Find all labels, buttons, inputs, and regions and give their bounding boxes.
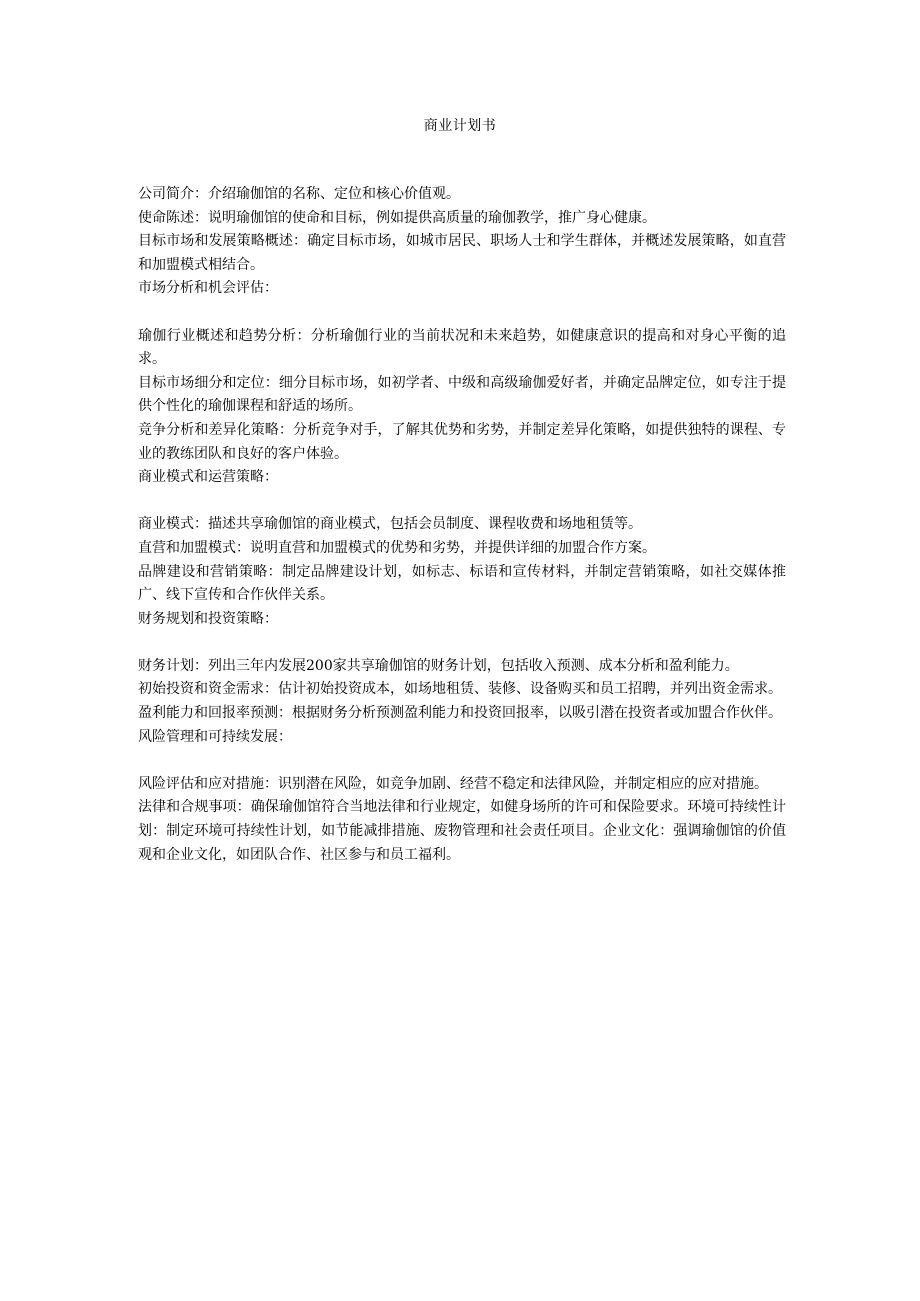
paragraph-segmentation: 目标市场细分和定位：细分目标市场，如初学者、中级和高级瑜伽爱好者，并确定品牌定位，如专注于提供个性化的瑜伽课程和舒适的场所。 [138,374,786,415]
paragraph-direct-franchise: 直营和加盟模式：说明直营和加盟模式的优势和劣势，并提供详细的加盟合作方案。 [138,539,656,556]
paragraph-industry-trends: 瑜伽行业概述和趋势分析：分析瑜伽行业的当前状况和未来趋势，如健康意识的提高和对身心平衡的追求。 [138,327,786,368]
blank-line [138,749,786,773]
paragraph-risk-assessment: 风险评估和应对措施：识别潜在风险，如竞争加剧、经营不稳定和法律风险，并制定相应的应对措施。 [138,775,768,792]
section-heading-risk: 风险管理和可持续发展： [138,728,292,745]
blank-line [138,490,786,514]
document-title: 商业计划书 [423,118,497,134]
paragraph-mission: 使命陈述：说明瑜伽馆的使命和目标，例如提供高质量的瑜伽教学，推广身心健康。 [138,209,656,226]
paragraph-legal-sustainability-culture: 法律和合规事项：确保瑜伽馆符合当地法律和行业规定，如健身场所的许可和保险要求。环境可持续性计划：制定环境可持续性计划，如节能减排措施、废物管理和社会责任项目。企业文化：强调瑜伽馆的价值观和企业文化，如团队合作、社区参与和员工福利。 [138,799,786,863]
document-body [138,183,786,867]
section-heading-business-model: 商业模式和运营策略： [138,469,278,486]
paragraph-financial-plan: 财务计划：列出三年内发展200家共享瑜伽馆的财务计划，包括收入预测、成本分析和盈利能力。 [138,657,739,674]
paragraph-initial-investment: 初始投资和资金需求：估计初始投资成本，如场地租赁、装修、设备购买和员工招聘，并列出资金需求。 [138,681,782,698]
paragraph-competition: 竞争分析和差异化策略：分析竞争对手，了解其优势和劣势，并制定差异化策略，如提供独特的课程、专业的教练团队和良好的客户体验。 [138,421,786,462]
paragraph-business-model: 商业模式：描述共享瑜伽馆的商业模式，包括会员制度、课程收费和场地租赁等。 [138,516,642,533]
paragraph-branding-marketing: 品牌建设和营销策略：制定品牌建设计划，如标志、标语和宣传材料，并制定营销策略，如社交媒体推广、线下宣传和合作伙伴关系。 [138,563,786,604]
section-heading-finance: 财务规划和投资策略： [138,610,278,627]
blank-line [138,631,786,655]
paragraph-target-market-strategy: 目标市场和发展策略概述：确定目标市场，如城市居民、职场人士和学生群体，并概述发展策略，如直营和加盟模式相结合。 [138,233,786,273]
section-heading-market-analysis: 市场分析和机会评估： [138,280,278,297]
paragraph-company-intro: 公司简介：介绍瑜伽馆的名称、定位和核心价值观。 [138,186,460,202]
paragraph-profitability: 盈利能力和回报率预测：根据财务分析预测盈利能力和投资回报率，以吸引潜在投资者或加盟合作伙伴。 [138,705,782,722]
blank-line [138,301,786,325]
